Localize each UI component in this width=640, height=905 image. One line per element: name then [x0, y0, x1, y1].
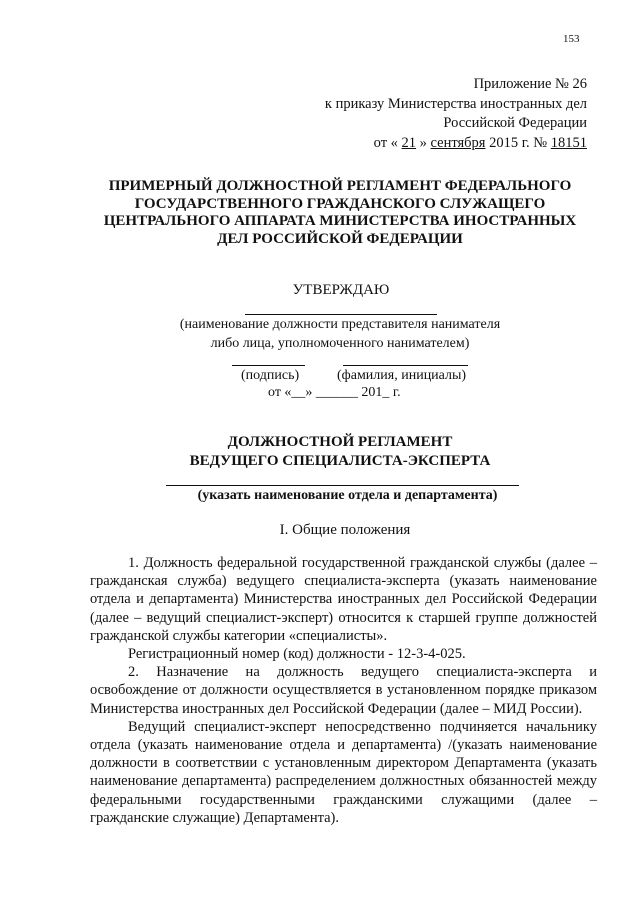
paragraph: 2. Назначение на должность ведущего специалиста-эксперта и освобождение от должности осуществляется в установленном порядке приказом Министерства иностранных дел Российской Федерации (далее – МИД России).: [90, 664, 597, 717]
date-prefix: от «: [373, 134, 402, 151]
document-title: [60, 178, 620, 248]
date-year: 2015 г. №: [485, 134, 551, 151]
order-number: 18151: [550, 134, 587, 151]
approver-caption: [130, 315, 550, 353]
date-day: 21: [401, 134, 417, 151]
regulation-title-line-1: ДОЛЖНОСТНОЙ РЕГЛАМЕНТ: [227, 434, 453, 450]
paragraph: Ведущий специалист-эксперт непосредственно подчиняется начальнику отдела (указать наименование отдела и департамента) /(указать наименование должности в соответствии с установленным директором Департамента (указать наименование департамента) распределением должностных обязанностей между федеральными государственными гражданскими служащими (далее – гражданские служащие) Департамента).: [90, 718, 597, 826]
date-month: сентября: [430, 134, 486, 151]
signature-label: (подпись): [241, 368, 300, 383]
paragraph: Регистрационный номер (код) должности - 12-3-4-025.: [128, 646, 466, 663]
paragraph: 1. Должность федеральной государственной гражданской службы (далее – гражданская служба) ведущего специалиста-эксперта (указать наименование отдела и департамента) Министерства иностранных дел Российской Федерации (далее – ведущий специалист-эксперт) относится к старшей группе должностей гражданской службы категории «специалисты».: [90, 555, 597, 644]
date-mid: »: [416, 134, 431, 151]
appendix-line-1: Приложение № 26: [473, 76, 587, 92]
appendix-date-line: [325, 134, 587, 154]
appendix-block: [325, 75, 587, 153]
name-label: (фамилия, инициалы): [337, 368, 467, 383]
title-line-3: ЦЕНТРАЛЬНОГО АППАРАТА МИНИСТЕРСТВА ИНОСТРАННЫХ: [103, 213, 577, 229]
department-caption: (указать наименование отдела и департамента): [197, 488, 498, 503]
approval-date-line: от «__» ______ 201_ г.: [268, 385, 401, 400]
approver-caption-line-1: (наименование должности представителя нанимателя: [179, 317, 501, 332]
regulation-title-line-2: ВЕДУЩЕГО СПЕЦИАЛИСТА-ЭКСПЕРТА: [189, 453, 491, 469]
approval-heading: УТВЕРЖДАЮ: [292, 282, 390, 298]
title-line-1: ПРИМЕРНЫЙ ДОЛЖНОСТНОЙ РЕГЛАМЕНТ ФЕДЕРАЛЬНОГО: [108, 178, 572, 194]
department-line: [166, 485, 519, 486]
section-body: [90, 554, 597, 827]
title-line-4: ДЕЛ РОССИЙСКОЙ ФЕДЕРАЦИИ: [217, 230, 463, 247]
approver-caption-line-2: либо лица, уполномоченного нанимателем): [210, 336, 470, 351]
name-line: [343, 365, 468, 366]
title-line-2: ГОСУДАРСТВЕННОГО ГРАЖДАНСКОГО СЛУЖАЩЕГО: [134, 195, 546, 212]
appendix-line-2: к приказу Министерства иностранных дел: [324, 95, 587, 112]
appendix-line-3: Российской Федерации: [443, 115, 587, 131]
regulation-title: [60, 433, 620, 471]
signature-line: [232, 365, 305, 366]
page-number: 153: [563, 33, 580, 45]
section-heading: I. Общие положения: [279, 522, 411, 538]
